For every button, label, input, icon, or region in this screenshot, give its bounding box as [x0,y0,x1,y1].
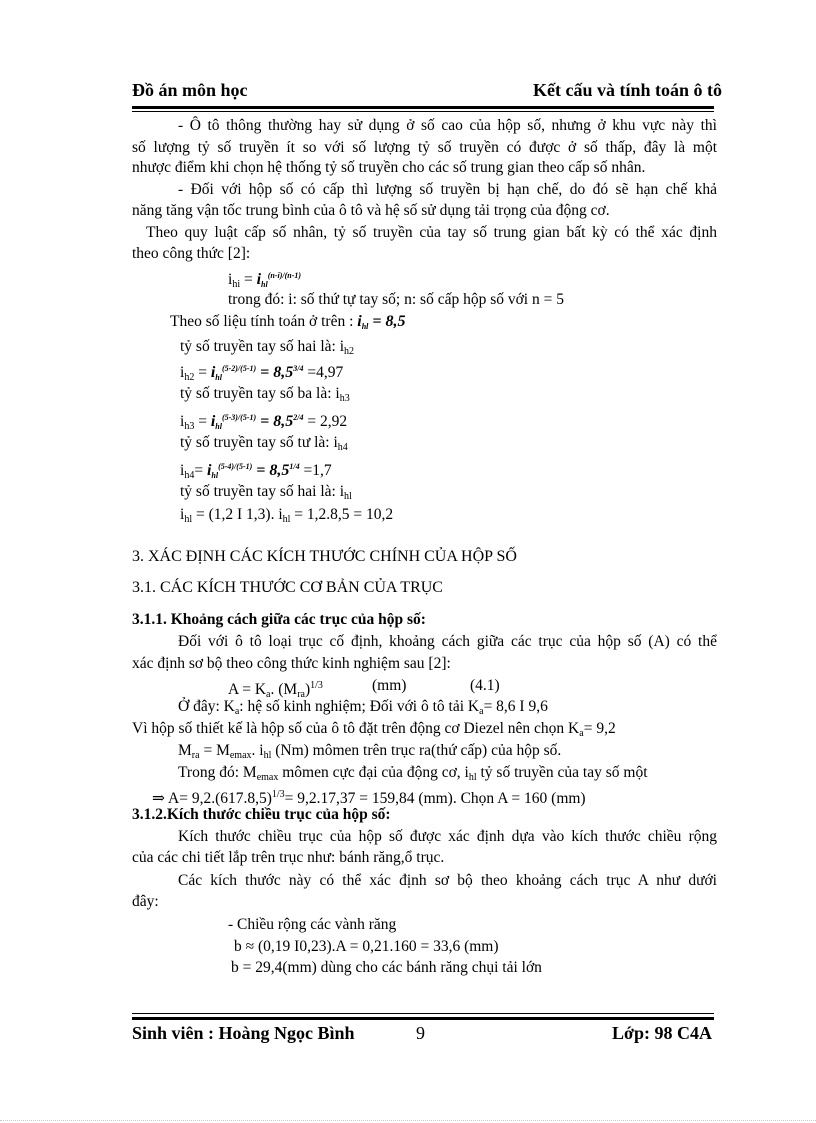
s311-in: Trong đó: $M_{emax}$ mômen cực đại của động cơ, $i_{hl}$ tỷ số truyền của tay số một [178,764,648,783]
s312-bullet2: b ≈ (0,19 I0,23).A = 0,21.160 = 33,6 (mm) [234,938,499,955]
s312-line1: Kích thước chiều trục của hộp số được xác định dựa vào kích thước chiều rộng [178,828,717,845]
para1-line1: - Ô tô thông thường hay sử dụng ở số cao của hộp số, nhưng ở khu vực này thì [178,117,717,134]
para1-line3: nhược điểm khi chọn hệ thống tỷ số truyền cho các số trung gian theo cấp số nhân. [132,159,646,176]
gear2-calc: $i_{h2} = i_{hl}^{(5-2)/(5-1)} = 8,5^{3/4} =4,97$ [180,364,344,383]
s311-choose: Vì hộp số thiết kế là hộp số của ô tô đặt trên động cơ Diezel nên chọn $K_a= 9,2$ [132,720,616,739]
section-3-1-1-title: 3.1.1. Khoảng cách giữa các trục của hộp số: [132,611,426,628]
s312-bullet1: - Chiều rộng các vành răng [228,916,397,933]
data-intro: Theo số liệu tính toán ở trên : $i_{hl} = 8,5$ [170,313,406,331]
para2-line1: - Đối với hộp số có cấp thì lượng số truyền bị hạn chế, do đó sẽ hạn chế khả [178,181,717,198]
footer-class: Lớp: 98 C4A [612,1023,712,1043]
section-3-1-heading: 3.1. CÁC KÍCH THƯỚC CƠ BẢN CỦA TRỤC [132,579,443,596]
s311-here: Ở đây: $K_a$: hệ số kinh nghiệm; Đối với ô tô tải $K_a= 8,6$ I 9,6 [178,698,548,717]
header-course: Đồ án môn học [132,80,248,100]
s311-result: ⇒ $A= 9,2.(617.8,5)^{1/3}= 9,2.17,37 = 159,84$ (mm). Chọn A = 160 (mm) [152,789,586,807]
s311-mra: $M_{ra} = M_{emax}$. $i_{hl}$ (Nm) mômen trên trục ra(thứ cấp) của hộp số. [178,742,562,761]
footer-student: Sinh viên : Hoàng Ngọc Bình [132,1023,355,1043]
para2-line2: năng tăng vận tốc trung bình của ô tô và hệ số sử dụng tải trọng của động cơ. [132,202,610,219]
formula-ratio: $i_{hi} = i_{hl}^{(n-i)/(n-1)}$ [228,271,302,290]
footer-rule-thin [132,1013,714,1014]
header-rule-thin [132,111,714,112]
gear2-label: tỷ số truyền tay số hai là: $i_{h2}$ [180,338,355,357]
page-bottom-dotted-line [0,1120,816,1121]
para1-line2: số lượng tỷ số truyền ít so với số lượng tỷ số truyền có được ở số thấp, đây là một [132,139,717,156]
para3-line2: theo công thức [2]: [132,245,251,262]
section-3-heading: 3. XÁC ĐỊNH CÁC KÍCH THƯỚC CHÍNH CỦA HỘP SỐ [132,548,517,565]
gear4-label: tỷ số truyền tay số tư là: $i_{h4}$ [180,434,348,453]
s311-formula: $A = K_a$. $(M_{ra})^{1/3}$ [228,680,323,700]
header-rule [132,106,714,109]
gear1-label: tỷ số truyền tay số hai là: $i_{hl}$ [180,483,352,502]
gear3-calc: $i_{h3} = i_{hl}^{(5-3)/(5-1)} = 8,5^{2/4} = 2,92$ [180,413,348,432]
s312-bullet3: b = 29,4(mm) dùng cho các bánh răng chụi tải lớn [231,959,542,976]
header-subject: Kết cấu và tính toán ô tô [533,80,722,100]
s311-formula-number: (4.1) [470,677,500,694]
gear3-label: tỷ số truyền tay số ba là: $i_{h3}$ [180,385,350,404]
para3-line1: Theo quy luật cấp số nhân, tỷ số truyền của tay số trung gian bất kỳ có thể xác định [146,224,717,241]
formula-where: trong đó: i: số thứ tự tay số; n: số cấp hộp số với n = 5 [228,291,564,308]
s312-line2: của các chi tiết lắp trên trục như: bánh răng,ổ trục. [132,849,445,866]
section-3-1-2-title: 3.1.2.Kích thước chiều trục của hộp số: [132,806,391,823]
s312-line4: đây: [132,893,159,910]
footer-page-number: 9 [416,1023,425,1043]
gear1-calc: $i_{hl} = (1,2$ I 1,3). $i_{hl} = 1,2.8,5 = 10,2$ [180,506,394,525]
s311-line1: Đối với ô tô loại trục cố định, khoảng cách giữa các trục của hộp số (A) có thể [178,633,717,650]
footer-rule [132,1017,714,1020]
s312-line3: Các kích thước này có thể xác định sơ bộ theo khoảng cách trục A như dưới [178,872,717,889]
gear4-calc: $i_{h4}= i_{hl}^{(5-4)/(5-1)} = 8,5^{1/4} =1,7$ [180,462,332,481]
s311-line2: xác định sơ bộ theo công thức kinh nghiệm sau [2]: [132,655,451,672]
s311-formula-unit: (mm) [372,677,407,694]
